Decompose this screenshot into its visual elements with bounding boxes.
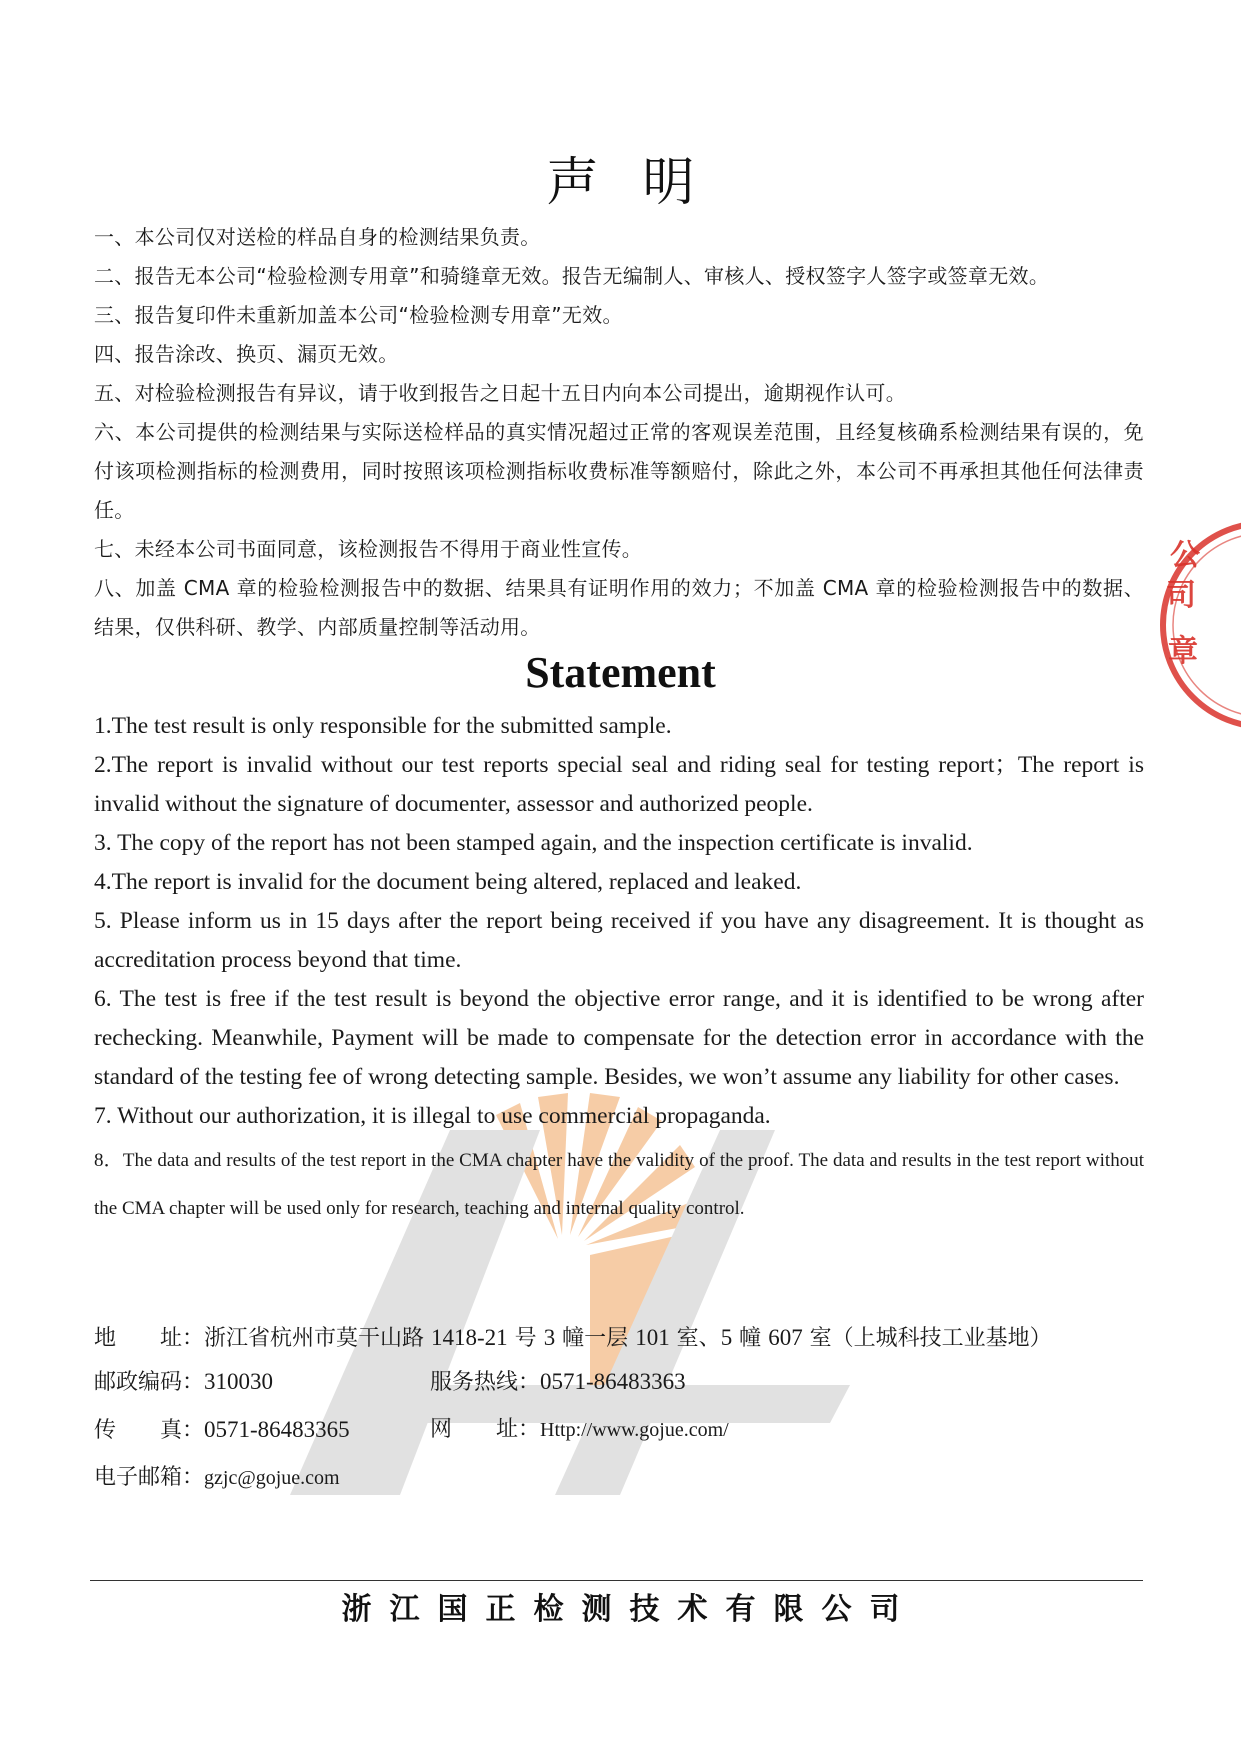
statement-cn-item: 三、报告复印件未重新加盖本公司“检验检测专用章”无效。 <box>94 303 623 327</box>
postcode-value: 310030 <box>204 1369 274 1394</box>
website-link[interactable]: Http://www.gojue.com/ <box>540 1419 729 1441</box>
seal-char: 章 <box>1168 634 1198 669</box>
email-link[interactable]: gzjc@gojue.com <box>204 1467 340 1489</box>
red-seal-stamp <box>1160 505 1241 745</box>
seal-char: 司 <box>1166 578 1196 613</box>
website-label: 网 址： <box>430 1417 541 1442</box>
statement-list-cn <box>94 218 1144 647</box>
seal-char: 公 <box>1170 538 1200 573</box>
statement-cn-item: 七、未经本公司书面同意，该检测报告不得用于商业性宣传。 <box>94 537 643 561</box>
statement-en-item: 6. The test is free if the test result is beyond the objective error range, and it is identified to be wrong after rechecking. Meanwhile, Payment will be made to compensate for the detection error in accordance with the standard of the testing fee of wrong detecting sample. Besides, we won’t assume any liability for other cases. <box>94 986 1144 1090</box>
svg-text:公 司 章 <box>1166 538 1210 669</box>
statement-cn-item: 一、本公司仅对送检的样品自身的检测结果负责。 <box>94 225 541 249</box>
fax-label: 传 真： <box>94 1418 205 1443</box>
email-row <box>94 1458 340 1498</box>
fax-value: 0571-86483365 <box>204 1417 350 1442</box>
address-value: 浙江省杭州市莫干山路 1418-21 号 3 幢一层 101 室、5 幢 607 室（上城科技工业基地） <box>204 1325 1052 1351</box>
email-label: 电子邮箱： <box>94 1465 205 1490</box>
statement-list-en <box>94 707 1144 1233</box>
postcode-row <box>94 1362 273 1402</box>
hotline-row <box>430 1362 686 1402</box>
statement-en-item: 8．The data and results of the test report in the CMA chapter have the validity of the proof. The data and results in the test report without the CMA chapter will be used only for research, teaching and internal quality control. <box>94 1150 1144 1219</box>
statement-en-item: 1.The test result is only responsible for the submitted sample. <box>94 713 672 739</box>
statement-en-item: 4.The report is invalid for the document being altered, replaced and leaked. <box>94 869 802 895</box>
page-title-cn: 声明 <box>546 153 739 213</box>
statement-cn-item: 六、本公司提供的检测结果与实际送检样品的真实情况超过正常的客观误差范围，且经复核确系检测结果有误的，免付该项检测指标的检测费用，同时按照该项检测指标收费标准等额赔付，除此之外，本公司不再承担其他任何法律责任。 <box>94 420 1144 522</box>
company-name: 浙江国正检测技术有限公司 <box>341 1592 918 1627</box>
statement-cn-item: 二、报告无本公司“检验检测专用章”和骑缝章无效。报告无编制人、审核人、授权签字人签字或签章无效。 <box>94 264 1050 288</box>
website-row <box>430 1410 729 1450</box>
address-label: 地 址： <box>94 1326 205 1351</box>
statement-en-item: 3. The copy of the report has not been stamped again, and the inspection certificate is invalid. <box>94 830 973 856</box>
statement-en-item: 2.The report is invalid without our test reports special seal and riding seal for testing report；The report is invalid without the signature of documenter, assessor and authorized people. <box>94 752 1144 817</box>
footer-divider <box>90 1580 1143 1581</box>
postcode-label: 邮政编码： <box>94 1370 205 1395</box>
statement-cn-item: 四、报告涂改、换页、漏页无效。 <box>94 342 399 366</box>
statement-en-item: 7. Without our authorization, it is illegal to use commercial propaganda. <box>94 1103 771 1129</box>
fax-row <box>94 1410 350 1450</box>
page-title-en: Statement <box>525 648 716 697</box>
statement-en-item: 5. Please inform us in 15 days after the report being received if you have any disagreement. It is thought as accreditation process beyond that time. <box>94 908 1144 973</box>
hotline-value: 0571-86483363 <box>540 1369 686 1394</box>
statement-cn-item: 五、对检验检测报告有异议，请于收到报告之日起十五日内向本公司提出，逾期视作认可。 <box>94 381 906 405</box>
hotline-label: 服务热线： <box>430 1370 541 1395</box>
statement-cn-item: 八、加盖 CMA 章的检验检测报告中的数据、结果具有证明作用的效力；不加盖 CMA 章的检验检测报告中的数据、结果，仅供科研、教学、内部质量控制等活动用。 <box>94 576 1144 639</box>
address-row <box>94 1318 1052 1358</box>
